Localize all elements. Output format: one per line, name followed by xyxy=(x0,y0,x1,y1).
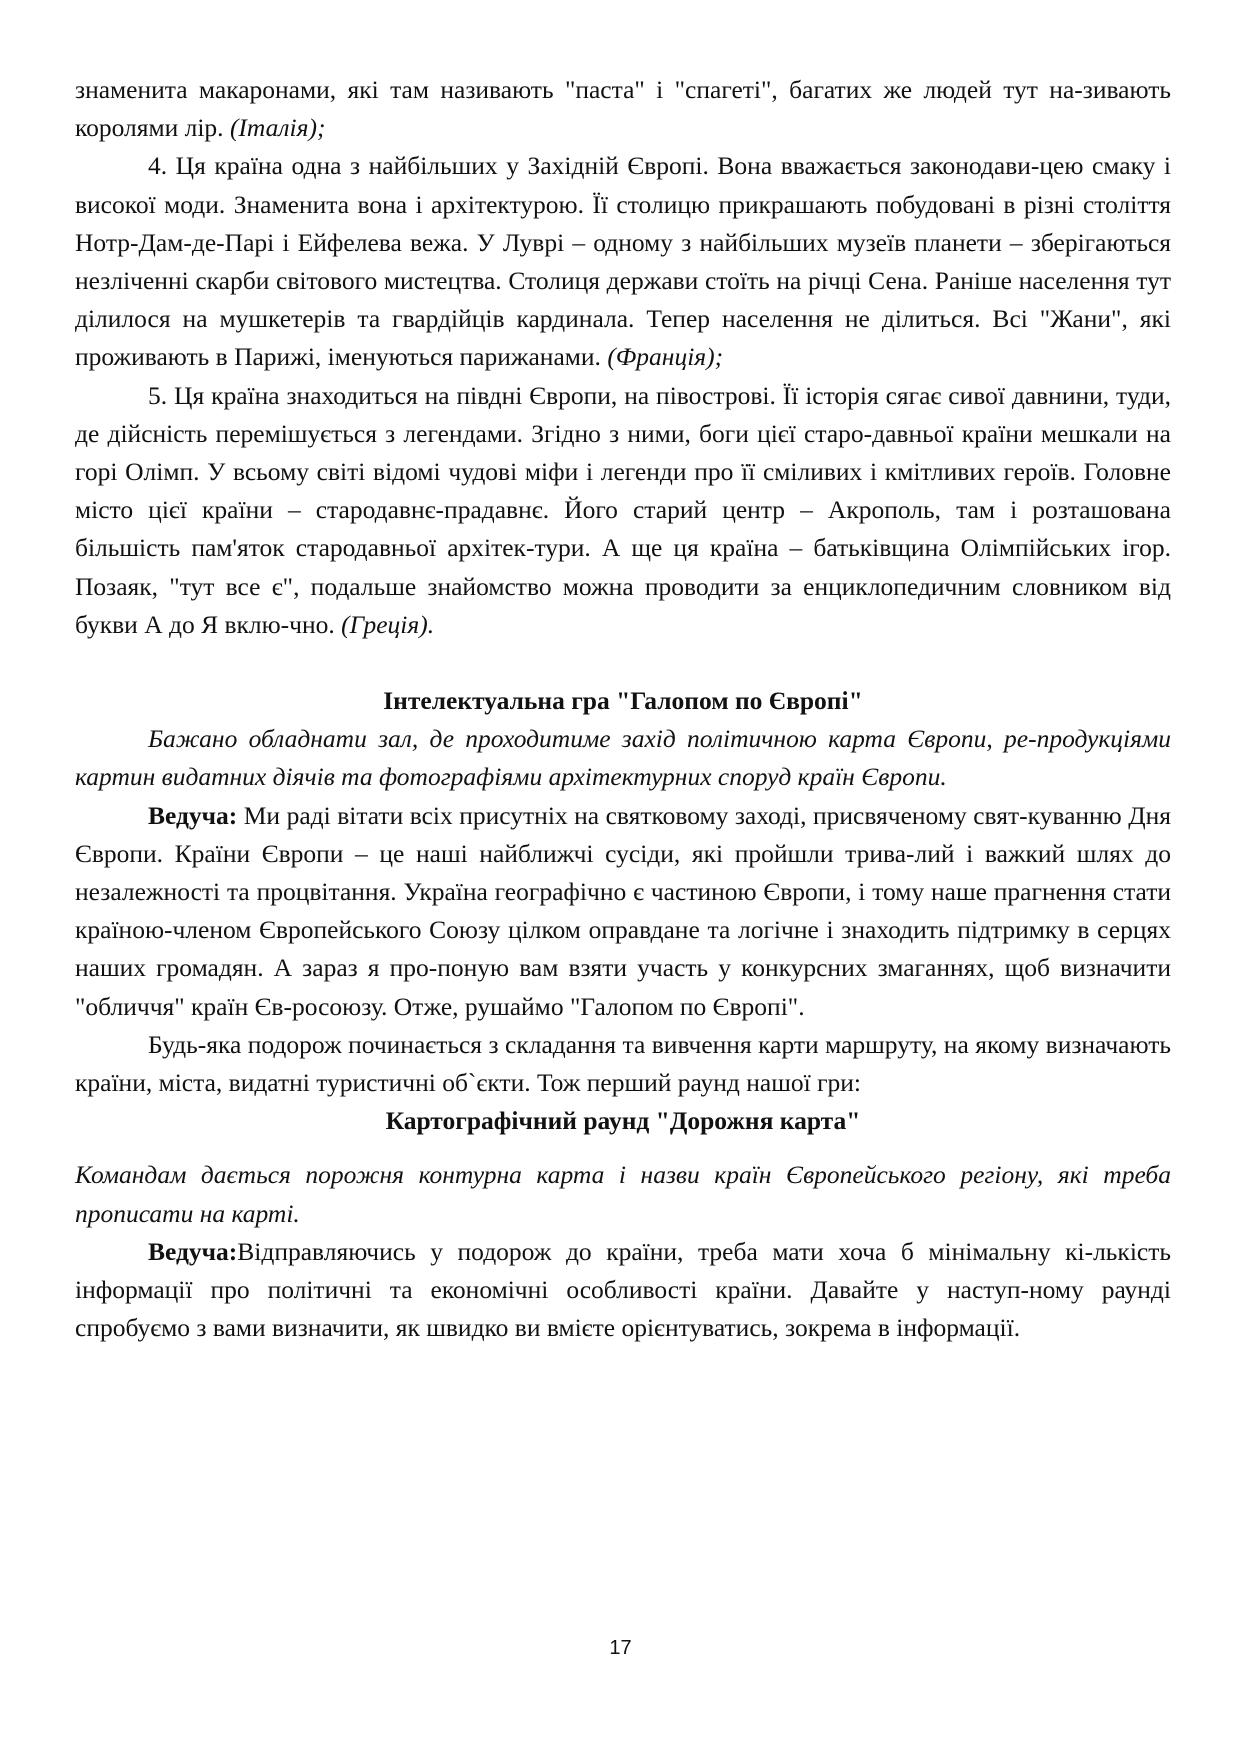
host-label: Ведуча: xyxy=(148,1236,238,1266)
paragraph-item-4 xyxy=(75,147,1171,376)
paragraph-text: 5. Ця країна знаходиться на півдні Європи, на півострові. Її історія сягає сивої давнини, туди, де дійсність перемішується з легендами. Згідно з ними, боги цієї старо-давньої країни мешкали на горі Олімп. У всьому світі відомі чудові міфи і легенди про її сміливих і кмітливих героїв. Головне місто цієї країни – стародавнє-прадавнє. Його старий центр – Акрополь, там і розташована більшість пам'яток стародавньої архітек-тури. А ще ця країна – батьківщина Олімпійських ігор. Позаяк, "тут все є", подальше знайомство можна проводити за енциклопедичним словником від букви А до Я вклю-чно. xyxy=(75,380,1171,639)
host-label: Ведуча: xyxy=(148,800,238,830)
section-heading-game: Інтелектуальна гра "Галопом по Європі" xyxy=(383,686,863,716)
answer-france: (Франція); xyxy=(607,342,724,372)
stage-note-hall: Бажано обладнати зал, де проходитиме захід політичною карта Європи, ре-продукціями картин видатних діячів та фотографіями архітектурних споруд країн Європи. xyxy=(75,724,1171,792)
section-heading-round: Картографічний раунд "Дорожня карта" xyxy=(385,1106,861,1136)
spacer xyxy=(75,644,1171,682)
document-page xyxy=(75,71,1171,1348)
paragraph-italy-tail xyxy=(75,71,1171,147)
paragraph-item-5 xyxy=(75,377,1171,644)
paragraph-journey: Будь-яка подорож починається з складання та вивчення карти маршруту, на якому визначають країни, міста, видатні туристичні об`єкти. Тож перший раунд нашої гри: xyxy=(75,1029,1171,1098)
answer-italy: (Італія); xyxy=(229,113,326,143)
paragraph-text: 4. Ця країна одна з найбільших у Західній Європі. Вона вважається законодави-цею смаку і високої моди. Знаменита вона і архітектурою. Її столицю прикрашають побудовані в різні століття Нотр-Дам-де-Парі і Ейфелева вежа. У Луврі – одному з найбільших музеїв планети – зберігаються незліченні скарби світового мистецтва. Столиця держави стоїть на річці Сена. Раніше населення тут ділилося на мушкетерів та гвардійців кардинала. Тепер населення не ділиться. Всі "Жани", які проживають в Парижі, іменуються парижанами. xyxy=(75,151,1171,372)
page-number: 17 xyxy=(609,1637,632,1659)
spacer xyxy=(75,1140,1171,1156)
answer-greece: (Греція). xyxy=(341,609,435,639)
stage-note-map: Командам дається порожня контурна карта і назви країн Європейського регіону, які треба прописати на карті. xyxy=(75,1160,1171,1228)
host-speech-round xyxy=(75,1233,1171,1348)
host-text: Ми раді вітати всіх присутніх на святковому заході, присвяченому свят-куванню Дня Європи. Країни Європи – це наші найближчі сусіди, які пройшли трива-лий і важкий шлях до незалежності та процвітання. Україна географічно є частиною Європи, і тому наше прагнення стати країною-членом Європейського Союзу цілком оправдане та логічне і знаходить підтримку в серцях наших громадян. А зараз я про-поную вам взяти участь у конкурсних змаганнях, щоб визначити "обличчя" країн Єв-росоюзу. Отже, рушаймо "Галопом по Європі". xyxy=(75,800,1171,1021)
host-text: Відправляючись у подорож до країни, треба мати хоча б мінімальну кі-лькість інформації про політичні та економічні особливості країни. Давайте у наступ-ному раунді спробуємо з вами визначити, як швидко ви вмієте орієнтуватись, зокрема в інформації. xyxy=(75,1236,1171,1343)
host-speech-intro xyxy=(75,797,1171,1026)
paragraph-text: знаменита макаронами, які там називають "паста" і "спагеті", багатих же людей тут на-зивають королями лір. xyxy=(75,75,1171,143)
